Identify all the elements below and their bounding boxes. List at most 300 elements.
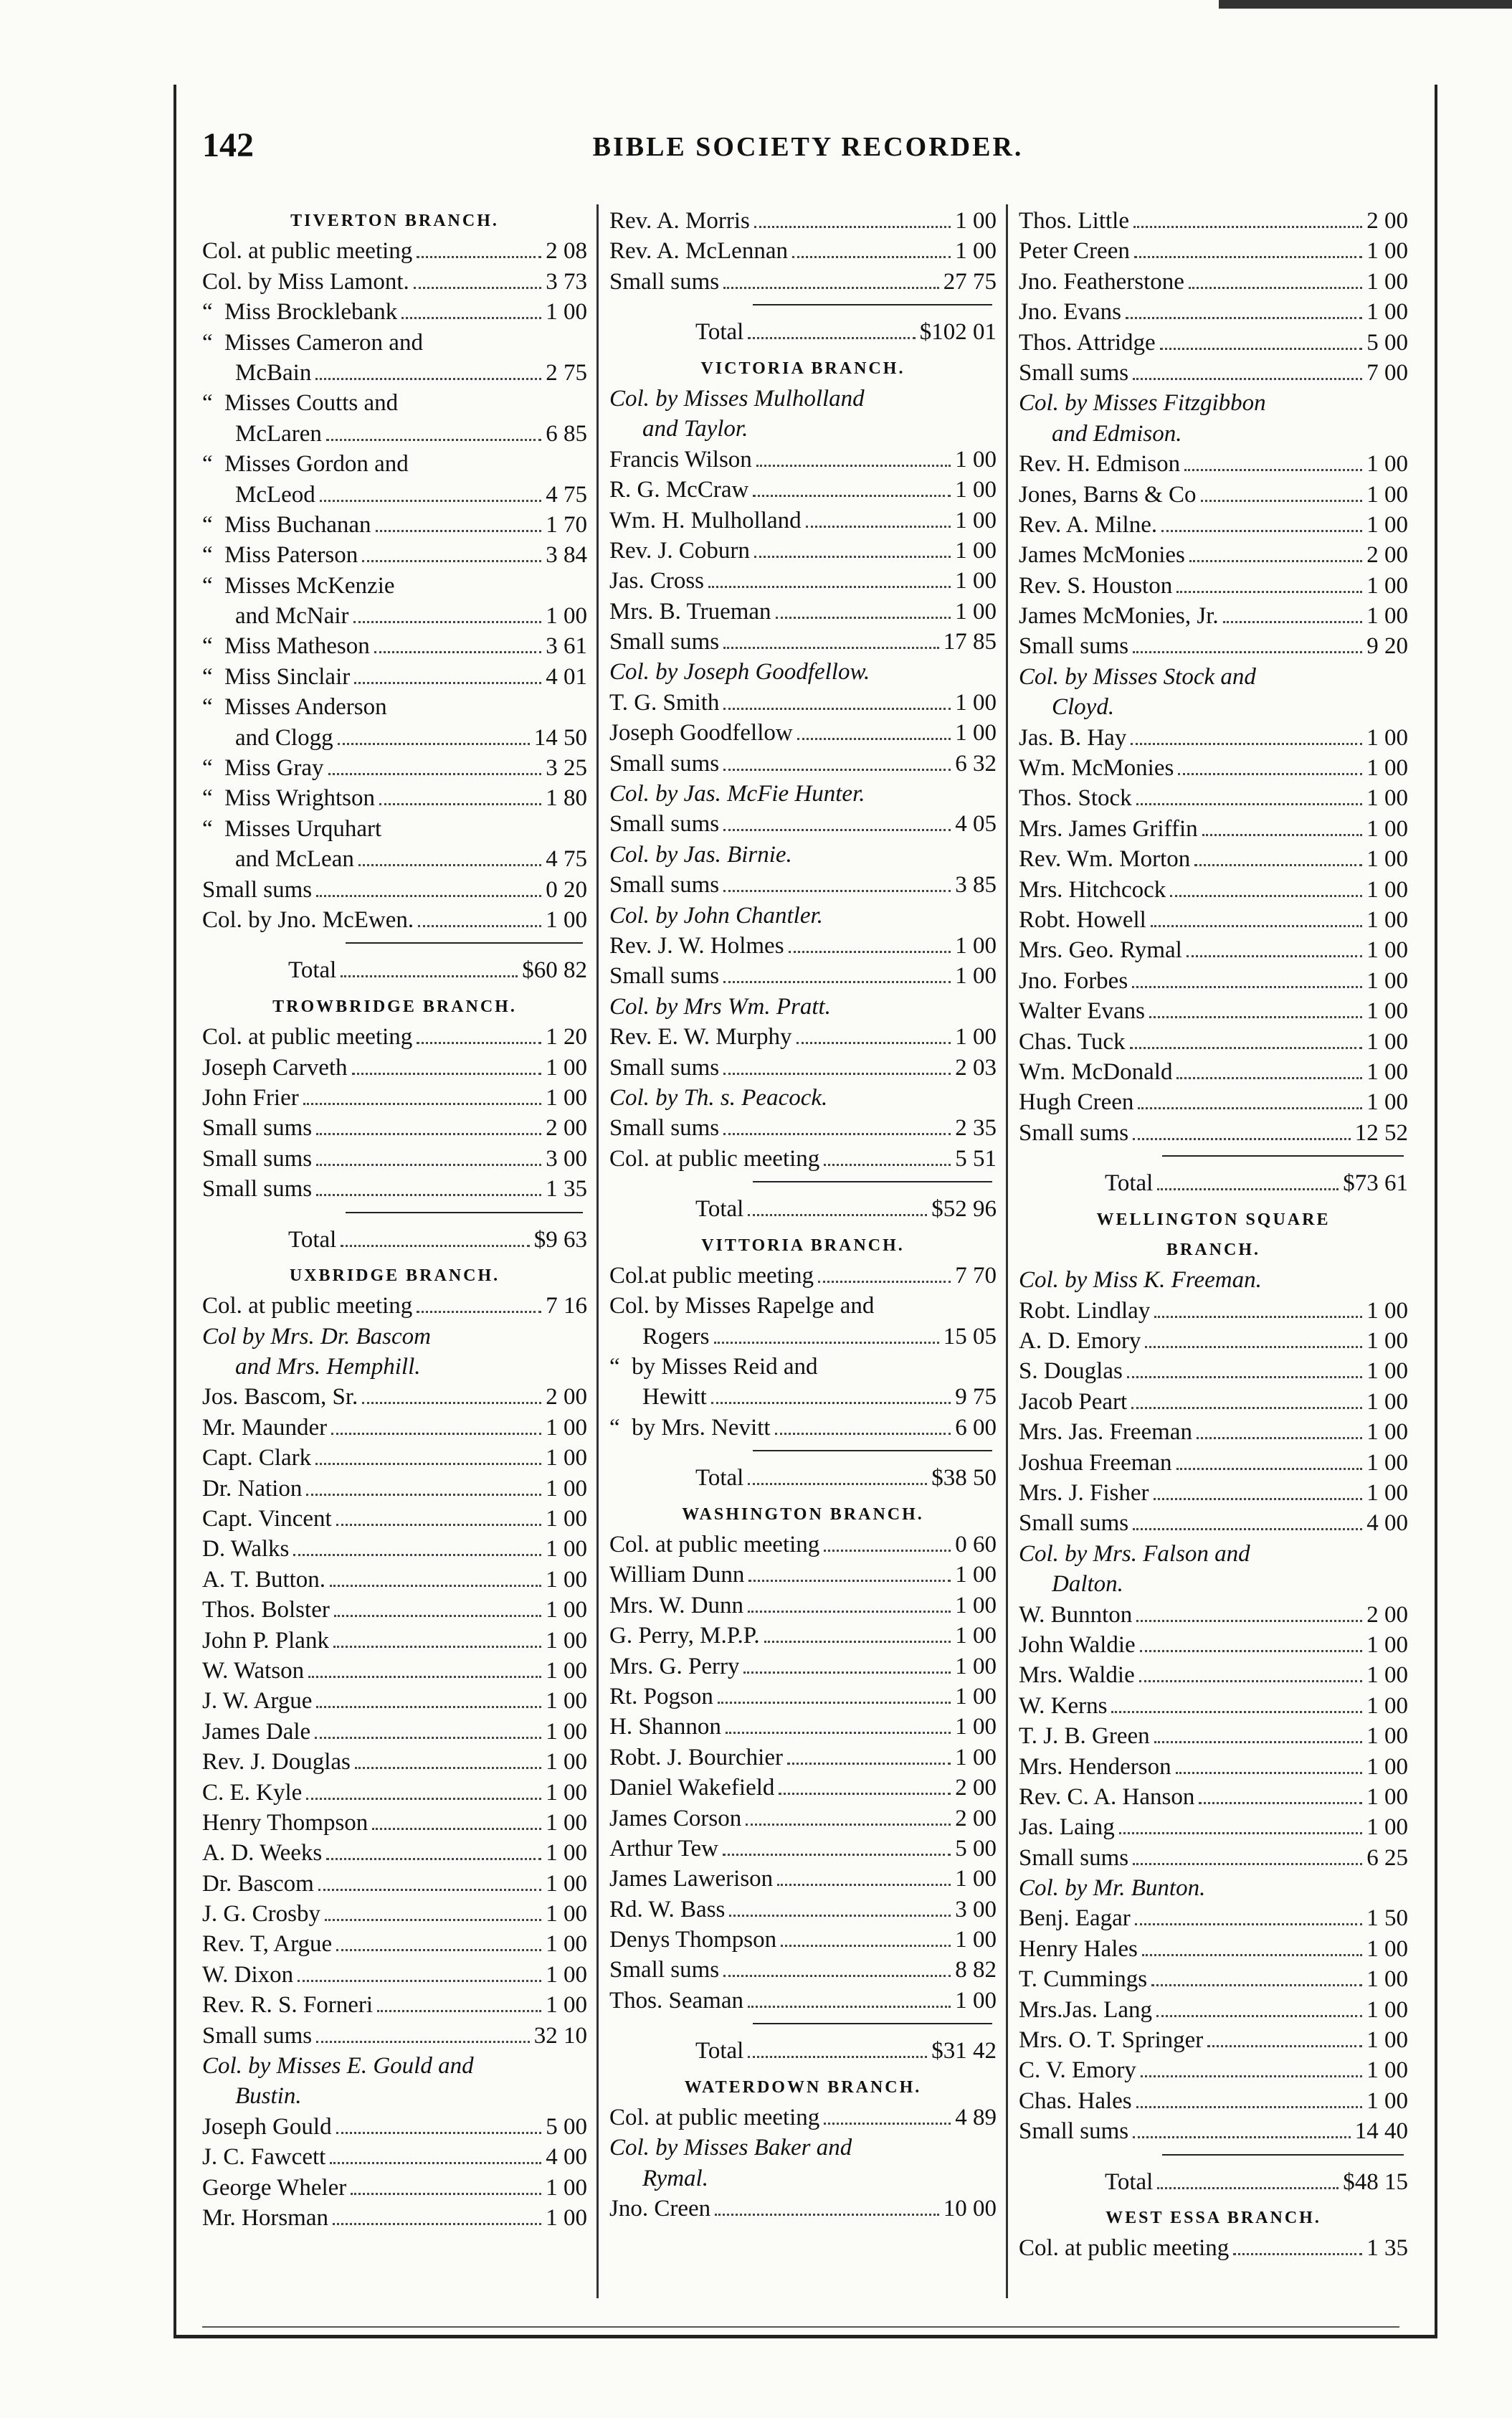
total-rule xyxy=(609,2016,997,2029)
leader-dots xyxy=(417,1035,541,1044)
entry-amount: 1 00 xyxy=(546,1749,587,1775)
entry-amount: 2 75 xyxy=(546,359,587,386)
entry-label: Rt. Pogson xyxy=(609,1683,713,1710)
entry-label: Mrs. G. Perry xyxy=(609,1653,740,1679)
entry-amount: 1 00 xyxy=(955,689,997,716)
leader-dots xyxy=(377,2003,541,2012)
leader-dots xyxy=(748,2049,927,2058)
ledger-entry xyxy=(1019,1600,1408,1630)
ledger-entry xyxy=(1019,1660,1408,1690)
entry-label: Mrs.Jas. Lang xyxy=(1019,1996,1153,2023)
entry-label: Small sums xyxy=(1019,633,1129,660)
entry-amount: 1 00 xyxy=(955,1866,997,1892)
entry-amount: $48 15 xyxy=(1343,2168,1408,2195)
entry-label: Col. by Th. s. Peacock. xyxy=(609,1084,828,1111)
entry-label: Francis Wilson xyxy=(609,446,752,473)
entry-amount: 2 00 xyxy=(1366,208,1408,234)
ledger-entry xyxy=(202,1443,587,1473)
leader-dots xyxy=(1151,1977,1362,1986)
entry-amount: 1 00 xyxy=(546,1992,587,2019)
leader-dots xyxy=(818,1274,951,1283)
leader-dots xyxy=(1184,462,1362,471)
leader-dots xyxy=(743,1664,951,1674)
entry-label: Small sums xyxy=(1019,359,1129,386)
ledger-entry xyxy=(1019,875,1408,905)
ledger-entry xyxy=(609,236,997,266)
entry-amount: 1 00 xyxy=(546,906,587,933)
ledger-entry xyxy=(609,809,997,839)
entry-label: Small sums xyxy=(202,2022,313,2049)
entry-label: “ Misses Cameron and xyxy=(202,329,423,356)
entry-label: “ by Misses Reid and xyxy=(609,1354,818,1380)
entry-amount: 1 00 xyxy=(546,1536,587,1563)
entry-label: “ Miss Brocklebank xyxy=(202,299,398,326)
leader-dots xyxy=(714,1334,939,1344)
entry-label: Daniel Wakefield xyxy=(609,1775,775,1801)
entry-label: Total xyxy=(288,1226,337,1253)
ledger-entry xyxy=(202,1686,587,1716)
ledger-entry xyxy=(202,1717,587,1747)
ledger-entry xyxy=(1019,1873,1408,1903)
entry-label: James McMonies, Jr. xyxy=(1019,603,1219,630)
leader-dots xyxy=(729,1907,951,1917)
entry-label: Col. by Joseph Goodfellow. xyxy=(609,659,870,686)
ledger-entry xyxy=(1019,206,1408,236)
leader-dots xyxy=(776,610,951,619)
ledger-entry xyxy=(202,875,587,905)
entry-amount: 1 00 xyxy=(546,1870,587,1897)
entry-label: W. Dixon xyxy=(202,1961,294,1988)
entry-amount: 1 00 xyxy=(1366,1662,1408,1689)
entry-label: Total xyxy=(695,319,744,346)
ledger-entry xyxy=(609,1382,997,1412)
leader-dots xyxy=(1133,1131,1351,1140)
rule-line xyxy=(753,1443,992,1451)
leader-dots xyxy=(754,219,951,228)
leader-dots xyxy=(298,1973,541,1982)
ledger-entry xyxy=(202,905,587,935)
ledger-entry xyxy=(1019,510,1408,540)
entry-amount: 1 00 xyxy=(546,1445,587,1471)
leader-dots xyxy=(1133,1521,1362,1530)
ledger-entry xyxy=(1019,1296,1408,1326)
ledger-entry xyxy=(609,1864,997,1894)
ledger-entry xyxy=(609,1530,997,1560)
leader-dots xyxy=(328,766,542,775)
entry-label: “ Misses Urquhart xyxy=(202,815,382,842)
entry-amount: 9 75 xyxy=(955,1384,997,1410)
leader-dots xyxy=(354,675,541,684)
leader-dots xyxy=(1133,371,1362,380)
leader-dots xyxy=(330,1578,541,1587)
ledger-entry xyxy=(1019,1118,1408,1148)
ledger-entry xyxy=(609,1712,997,1742)
entry-label: Dalton. xyxy=(1052,1571,1123,1598)
entry-label: Chas. Tuck xyxy=(1019,1028,1126,1055)
leader-dots xyxy=(723,1968,951,1977)
ledger-entry xyxy=(1019,1964,1408,1994)
entry-label: Rev. J. Douglas xyxy=(202,1749,351,1775)
ledger-entry xyxy=(1019,631,1408,661)
entry-label: Col. by Misses E. Gould and xyxy=(202,2053,474,2080)
entry-label: Col. at public meeting xyxy=(609,1532,820,1558)
entry-label: Rev. A. Milne. xyxy=(1019,511,1158,538)
entry-label: Small sums xyxy=(609,872,720,899)
ledger-entry xyxy=(1019,388,1408,418)
leader-dots xyxy=(1170,888,1362,897)
entry-label: Jacob Peart xyxy=(1019,1388,1128,1415)
ledger-entry xyxy=(1019,1539,1408,1569)
leader-dots xyxy=(1189,280,1362,289)
entry-label: D. Walks xyxy=(202,1536,290,1563)
entry-label: J. W. Argue xyxy=(202,1688,313,1715)
ledger-entry xyxy=(202,2173,587,2203)
leader-dots xyxy=(723,1126,951,1135)
branch-heading: WEST ESSA BRANCH. xyxy=(1106,2209,1321,2227)
entry-label: Col. by Misses Baker and xyxy=(609,2135,852,2161)
ledger-entry xyxy=(609,779,997,809)
leader-dots xyxy=(315,371,541,380)
entry-amount: 1 00 xyxy=(955,446,997,473)
ledger-entry xyxy=(609,1053,997,1083)
entry-label: Col. by Jas. McFie Hunter. xyxy=(609,781,865,807)
entry-label: Small sums xyxy=(609,268,720,295)
entry-label: Mrs. Hitchcock xyxy=(1019,876,1166,903)
bottom-rule-thin xyxy=(202,2326,1399,2328)
entry-label: Mrs. Geo. Rymal xyxy=(1019,937,1182,964)
branch-heading: UXBRIDGE BRANCH. xyxy=(289,1266,500,1285)
ledger-entry xyxy=(1019,267,1408,297)
entry-amount: 1 00 xyxy=(546,1779,587,1806)
leader-dots xyxy=(1233,2246,1362,2255)
ledger-entry xyxy=(1019,328,1408,358)
entry-amount: 1 00 xyxy=(1366,1814,1408,1841)
ledger-entry xyxy=(609,627,997,657)
leader-dots xyxy=(316,2034,530,2043)
ledger-entry xyxy=(202,1534,587,1564)
total-line xyxy=(1019,1168,1408,1198)
entry-label: A. D. Weeks xyxy=(202,1840,323,1867)
entry-label: “ Miss Wrightson xyxy=(202,785,375,812)
rule-line xyxy=(753,297,992,305)
ledger-entry xyxy=(1019,783,1408,813)
entry-label: Hugh Creen xyxy=(1019,1089,1134,1116)
entry-amount: 6 85 xyxy=(546,420,587,447)
ledger-entry xyxy=(1019,1326,1408,1356)
entry-label: Small sums xyxy=(1019,2118,1129,2145)
ledger-entry xyxy=(609,1083,997,1113)
entry-label: Mrs. Waldie xyxy=(1019,1662,1135,1689)
entry-amount: 1 00 xyxy=(1366,906,1408,933)
leader-dots xyxy=(315,1456,541,1465)
leader-dots xyxy=(781,1938,951,1947)
entry-amount: 1 00 xyxy=(546,299,587,326)
entry-amount: 5 00 xyxy=(546,2113,587,2140)
entry-label: Mrs. Jas. Freeman xyxy=(1019,1419,1192,1446)
total-line xyxy=(609,317,997,347)
entry-amount: 1 00 xyxy=(546,1054,587,1081)
leader-dots xyxy=(748,1999,951,2008)
ledger-entry xyxy=(609,384,997,414)
leader-dots xyxy=(1202,827,1363,836)
ledger-entry xyxy=(202,1144,587,1174)
branch-heading: WASHINGTON BRANCH. xyxy=(682,1504,924,1524)
total-line xyxy=(609,2036,997,2066)
entry-amount: 1 00 xyxy=(546,1657,587,1684)
entry-amount: 1 00 xyxy=(1366,1388,1408,1415)
branch-heading: WATERDOWN BRANCH. xyxy=(684,2077,922,2097)
entry-label: Jas. Cross xyxy=(609,568,705,594)
leader-dots xyxy=(753,488,951,497)
entry-amount: 1 00 xyxy=(1366,1783,1408,1810)
leader-dots xyxy=(748,1476,927,1485)
leader-dots xyxy=(723,822,951,831)
leader-dots xyxy=(326,432,541,441)
leader-dots xyxy=(293,1547,541,1556)
entry-label: Joshua Freeman xyxy=(1019,1449,1172,1476)
entry-label: Col. by Jas. Birnie. xyxy=(609,841,792,868)
leader-dots xyxy=(355,1760,541,1769)
entry-amount: 3 85 xyxy=(955,872,997,899)
entry-label: Col by Mrs. Dr. Bascom xyxy=(202,1323,431,1350)
leader-dots xyxy=(792,249,951,258)
entry-label: Wm. McDonald xyxy=(1019,1058,1173,1085)
entry-label: Mrs. B. Trueman xyxy=(609,598,771,625)
ledger-entry xyxy=(202,2112,587,2142)
leader-dots xyxy=(1197,1430,1362,1439)
entry-label: Col. at public meeting xyxy=(202,1024,413,1051)
ledger-entry xyxy=(1019,1752,1408,1782)
entry-label: Mrs. Henderson xyxy=(1019,1753,1171,1780)
entry-label: Rev. Wm. Morton xyxy=(1019,846,1191,873)
leader-dots xyxy=(318,1882,541,1891)
entry-amount: 1 00 xyxy=(1366,1480,1408,1507)
leader-dots xyxy=(1201,493,1363,502)
running-title: BIBLE SOCIETY RECORDER. xyxy=(592,132,1024,162)
ledger-entry xyxy=(609,206,997,236)
ledger-entry xyxy=(202,692,587,722)
entry-label: Col. at public meeting xyxy=(202,238,413,265)
entry-label: Col. by Mrs. Falson and xyxy=(1019,1540,1250,1567)
entry-amount: 0 20 xyxy=(546,876,587,903)
entry-amount: $31 42 xyxy=(931,2038,997,2064)
ledger-entry xyxy=(202,601,587,631)
leader-dots xyxy=(723,1846,951,1856)
ledger-entry xyxy=(202,1869,587,1899)
entry-label: Dr. Nation xyxy=(202,1475,303,1502)
leader-dots xyxy=(775,1426,951,1435)
ledger-entry xyxy=(1019,1843,1408,1873)
entry-amount: $9 63 xyxy=(533,1226,587,1253)
entry-label: Robt. Lindlay xyxy=(1019,1297,1151,1324)
ledger-entry xyxy=(202,388,587,418)
ledger-entry xyxy=(202,2051,587,2081)
entry-amount: 6 25 xyxy=(1366,1844,1408,1871)
entry-amount: 32 10 xyxy=(533,2022,587,2049)
entry-label: “ Miss Buchanan xyxy=(202,511,371,538)
entry-amount: 1 80 xyxy=(546,785,587,812)
entry-label: Arthur Tew xyxy=(609,1835,718,1862)
entry-amount: 1 00 xyxy=(1366,451,1408,478)
bottom-rule xyxy=(173,2335,1437,2338)
entry-amount: 4 00 xyxy=(546,2144,587,2171)
ledger-entry xyxy=(609,1560,997,1590)
leader-dots xyxy=(417,1304,541,1313)
entry-amount: 2 00 xyxy=(1366,1601,1408,1628)
ledger-entry xyxy=(202,328,587,358)
entry-amount: 1 00 xyxy=(546,1718,587,1745)
entry-label: S. Douglas xyxy=(1019,1358,1123,1385)
entry-amount: 1 00 xyxy=(1366,511,1408,538)
entry-amount: 1 00 xyxy=(955,720,997,746)
ledger-entry xyxy=(202,1322,587,1352)
entry-amount: 1 00 xyxy=(955,1714,997,1740)
entry-label: Capt. Clark xyxy=(202,1445,312,1471)
entry-amount: 3 00 xyxy=(546,1145,587,1172)
leader-dots xyxy=(1178,766,1362,775)
entry-amount: 1 00 xyxy=(1366,1996,1408,2023)
ledger-entry xyxy=(1019,2233,1408,2263)
entry-label: “ Miss Gray xyxy=(202,755,324,782)
leader-dots xyxy=(787,1755,951,1765)
ledger-entry xyxy=(609,870,997,900)
ledger-entry xyxy=(609,1261,997,1291)
leader-dots xyxy=(748,330,915,339)
total-rule xyxy=(202,1205,587,1218)
ledger-entry xyxy=(202,1565,587,1595)
entry-label: Jas. B. Hay xyxy=(1019,724,1127,751)
leader-dots xyxy=(1223,614,1363,623)
entry-label: Peter Creen xyxy=(1019,238,1130,265)
leader-dots xyxy=(1139,1673,1363,1682)
entry-amount: 1 00 xyxy=(955,537,997,564)
entry-amount: 4 01 xyxy=(546,663,587,690)
ledger-entry xyxy=(1019,2025,1408,2055)
entry-label: Jno. Featherstone xyxy=(1019,268,1184,295)
leader-dots xyxy=(316,1699,541,1708)
entry-amount: 1 00 xyxy=(1366,481,1408,508)
entry-amount: 1 35 xyxy=(1366,2235,1408,2262)
entry-amount: 1 00 xyxy=(1366,1753,1408,1780)
leader-dots xyxy=(334,1608,541,1617)
entry-label: James Dale xyxy=(202,1718,311,1745)
page-header xyxy=(202,125,1414,176)
entry-amount: 4 89 xyxy=(955,2105,997,2131)
leader-dots xyxy=(779,1786,951,1795)
leader-dots xyxy=(374,644,542,653)
branch-heading: VITTORIA BRANCH. xyxy=(701,1236,905,1255)
ledger-entry xyxy=(1019,1508,1408,1538)
total-line xyxy=(202,955,587,985)
entry-label: Rev. C. A. Hanson xyxy=(1019,1783,1195,1810)
entry-label: Rev. A. Morris xyxy=(609,208,750,234)
entry-label: Wm. H. Mulholland xyxy=(609,507,802,534)
ledger-entry xyxy=(609,718,997,748)
entry-label: John Frier xyxy=(202,1084,299,1111)
entry-amount: 1 00 xyxy=(1366,1449,1408,1476)
ledger-entry xyxy=(202,1808,587,1838)
leader-dots xyxy=(336,2125,542,2134)
leader-dots xyxy=(715,2206,939,2216)
ledger-entry xyxy=(202,2081,587,2111)
entry-label: Col. by Misses Mulholland xyxy=(609,385,865,412)
entry-amount: 2 00 xyxy=(1366,542,1408,569)
entry-label: Mrs. W. Dunn xyxy=(609,1592,744,1618)
leader-dots xyxy=(401,310,541,319)
entry-amount: 6 32 xyxy=(955,750,997,777)
ledger-entry xyxy=(202,1960,587,1990)
ledger-entry xyxy=(609,1590,997,1621)
entry-label: Jno. Creen xyxy=(609,2196,711,2222)
ledger-entry xyxy=(202,1382,587,1412)
entry-label: A. T. Button. xyxy=(202,1566,326,1593)
entry-amount: 1 00 xyxy=(1366,1723,1408,1750)
entry-label: Chas. Hales xyxy=(1019,2087,1132,2114)
leader-dots xyxy=(708,579,951,588)
ledger-entry xyxy=(1019,1387,1408,1417)
ledger-entry xyxy=(202,1022,587,1052)
leader-dots xyxy=(748,1573,951,1582)
ledger-entry xyxy=(202,449,587,479)
leader-dots xyxy=(316,888,541,897)
ledger-entry xyxy=(202,1747,587,1777)
entry-amount: 1 00 xyxy=(1366,268,1408,295)
ledger-entry xyxy=(202,236,587,266)
leader-dots xyxy=(353,614,542,623)
entry-label: William Dunn xyxy=(609,1562,745,1588)
ledger-entry xyxy=(202,1990,587,2020)
ledger-entry xyxy=(609,1352,997,1382)
ledger-entry xyxy=(609,1743,997,1773)
entry-label: Robt. J. Bourchier xyxy=(609,1744,783,1770)
entry-label: and McNair xyxy=(235,603,349,630)
ledger-entry xyxy=(202,753,587,783)
entry-amount: 2 00 xyxy=(955,1805,997,1831)
leader-dots xyxy=(723,883,951,892)
entry-label: McBain xyxy=(235,359,312,386)
leader-dots xyxy=(1133,1856,1362,1865)
entry-label: R. G. McCraw xyxy=(609,477,749,503)
entry-amount: 1 00 xyxy=(1366,1966,1408,1993)
ledger-entry xyxy=(1019,1478,1408,1508)
entry-amount: 1 00 xyxy=(955,1987,997,2014)
entry-label: George Wheler xyxy=(202,2174,347,2201)
ledger-entry xyxy=(202,358,587,388)
entry-amount: 1 00 xyxy=(1366,1358,1408,1385)
entry-amount: $38 50 xyxy=(931,1465,997,1492)
ledger-entry xyxy=(609,1651,997,1682)
entry-label: J. G. Crosby xyxy=(202,1901,321,1928)
leader-dots xyxy=(764,1634,951,1643)
entry-label: Col. by John Chantler. xyxy=(609,902,823,929)
ledger-entry xyxy=(1019,1934,1408,1964)
leader-dots xyxy=(1187,948,1362,957)
entry-amount: 4 75 xyxy=(546,481,587,508)
ledger-entry xyxy=(1019,1448,1408,1478)
leader-dots xyxy=(1160,341,1363,350)
total-rule xyxy=(609,1174,997,1187)
leader-dots xyxy=(362,553,541,562)
entry-amount: 1 00 xyxy=(546,1084,587,1111)
entry-amount: 1 00 xyxy=(546,1506,587,1532)
entry-label: Thos. Bolster xyxy=(202,1597,330,1623)
entry-amount: 1 00 xyxy=(955,1592,997,1618)
entry-amount: $73 61 xyxy=(1343,1170,1408,1197)
ledger-entry xyxy=(609,2194,997,2224)
entry-label: Col. by Misses Fitzgibbon xyxy=(1019,390,1266,417)
branch-heading: TIVERTON BRANCH. xyxy=(290,212,499,230)
leader-dots xyxy=(723,640,939,649)
